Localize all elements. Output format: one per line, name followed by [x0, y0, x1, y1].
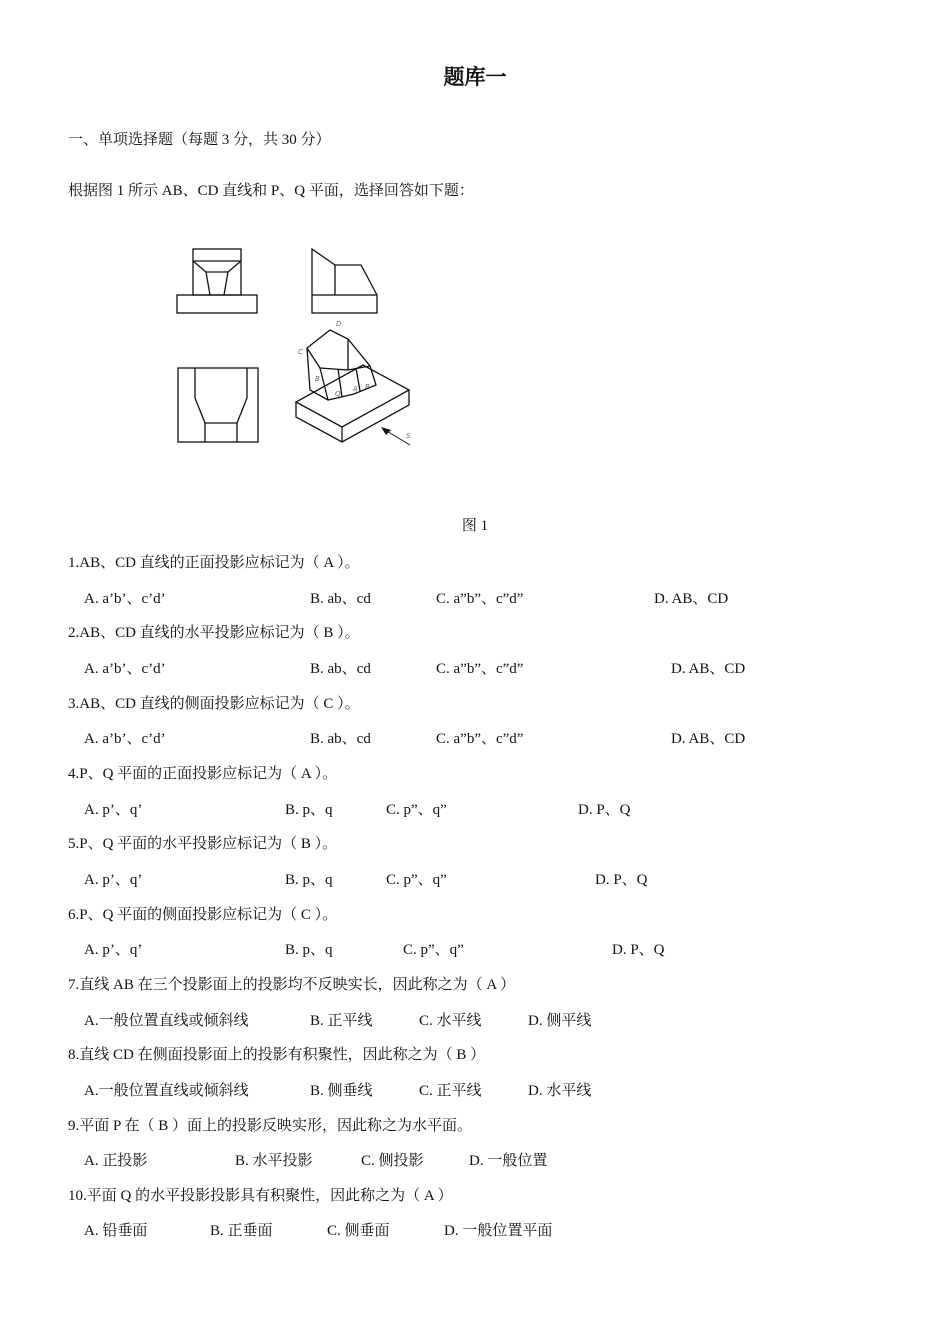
question-1: 1.AB、CD 直线的正面投影应标记为（ A ）。 — [68, 555, 360, 571]
q9-option-a: A. 正投影 — [84, 1153, 148, 1169]
label-b: B — [315, 375, 320, 383]
q2-option-a: A. a’b’、c’d’ — [84, 661, 166, 677]
q8-option-c: C. 正平线 — [419, 1083, 482, 1099]
label-a: A — [353, 385, 358, 393]
question-9: 9.平面 P 在（ B ）面上的投影反映实形，因此称之为水平面。 — [68, 1118, 473, 1134]
q10-option-a: A. 铅垂面 — [84, 1223, 148, 1239]
q9-option-b: B. 水平投影 — [235, 1153, 313, 1169]
q10-option-c: C. 侧垂面 — [327, 1223, 390, 1239]
projection-figure — [170, 240, 430, 455]
q6-option-c: C. p”、q” — [403, 942, 464, 958]
question-7: 7.直线 AB 在三个投影面上的投影均不反映实长，因此称之为（ A ） — [68, 977, 516, 993]
q4-option-b: B. p、q — [285, 802, 333, 818]
question-10: 10.平面 Q 的水平投影投影具有积聚性，因此称之为（ A ） — [68, 1188, 453, 1204]
label-q: Q — [335, 390, 341, 398]
q5-option-b: B. p、q — [285, 872, 333, 888]
q5-option-c: C. p”、q” — [386, 872, 447, 888]
q4-option-a: A. p’、q’ — [84, 802, 143, 818]
q5-option-a: A. p’、q’ — [84, 872, 143, 888]
q2-option-c: C. a”b”、c”d” — [436, 661, 524, 677]
label-s: S — [406, 432, 411, 440]
front-view — [177, 249, 257, 313]
question-2: 2.AB、CD 直线的水平投影应标记为（ B ）。 — [68, 625, 360, 641]
q7-option-c: C. 水平线 — [419, 1013, 482, 1029]
q8-option-b: B. 侧垂线 — [310, 1083, 373, 1099]
q1-option-b: B. ab、cd — [310, 591, 371, 607]
figure-caption: 图 1 — [461, 518, 489, 534]
q3-option-a: A. a’b’、c’d’ — [84, 731, 166, 747]
label-p: P — [365, 383, 370, 391]
q10-option-d: D. 一般位置平面 — [444, 1223, 553, 1239]
q1-option-d: D. AB、CD — [654, 591, 729, 607]
question-4: 4.P、Q 平面的正面投影应标记为（ A ）。 — [68, 766, 338, 782]
top-view — [178, 368, 258, 442]
q2-option-d: D. AB、CD — [671, 661, 746, 677]
section-heading: 一、单项选择题（每题 3 分，共 30 分） — [68, 132, 331, 148]
q8-option-a: A.一般位置直线或倾斜线 — [84, 1083, 249, 1099]
q1-option-a: A. a’b’、c’d’ — [84, 591, 166, 607]
q7-option-a: A.一般位置直线或倾斜线 — [84, 1013, 249, 1029]
arrow-head-icon — [381, 427, 391, 435]
question-6: 6.P、Q 平面的侧面投影应标记为（ C ）。 — [68, 907, 338, 923]
q6-option-d: D. P、Q — [612, 942, 665, 958]
label-d: D — [336, 320, 342, 328]
q2-option-b: B. ab、cd — [310, 661, 371, 677]
q7-option-b: B. 正平线 — [310, 1013, 373, 1029]
question-3: 3.AB、CD 直线的侧面投影应标记为（ C ）。 — [68, 696, 360, 712]
q1-option-c: C. a”b”、c”d” — [436, 591, 524, 607]
q10-option-b: B. 正垂面 — [210, 1223, 273, 1239]
q4-option-c: C. p”、q” — [386, 802, 447, 818]
q8-option-d: D. 水平线 — [528, 1083, 592, 1099]
q5-option-d: D. P、Q — [595, 872, 648, 888]
q3-option-b: B. ab、cd — [310, 731, 371, 747]
q6-option-b: B. p、q — [285, 942, 333, 958]
page-title: 题库一 — [443, 65, 507, 89]
question-5: 5.P、Q 平面的水平投影应标记为（ B ）。 — [68, 836, 338, 852]
intro-text: 根据图 1 所示 AB、CD 直线和 P、Q 平面，选择回答如下题： — [68, 183, 474, 199]
q7-option-d: D. 侧平线 — [528, 1013, 592, 1029]
question-8: 8.直线 CD 在侧面投影面上的投影有积聚性，因此称之为（ B ） — [68, 1047, 486, 1063]
q6-option-a: A. p’、q’ — [84, 942, 143, 958]
q3-option-c: C. a”b”、c”d” — [436, 731, 524, 747]
q4-option-d: D. P、Q — [578, 802, 631, 818]
side-view — [312, 249, 377, 313]
q3-option-d: D. AB、CD — [671, 731, 746, 747]
q9-option-d: D. 一般位置 — [469, 1153, 548, 1169]
label-c: C — [298, 348, 303, 356]
q9-option-c: C. 侧投影 — [361, 1153, 424, 1169]
